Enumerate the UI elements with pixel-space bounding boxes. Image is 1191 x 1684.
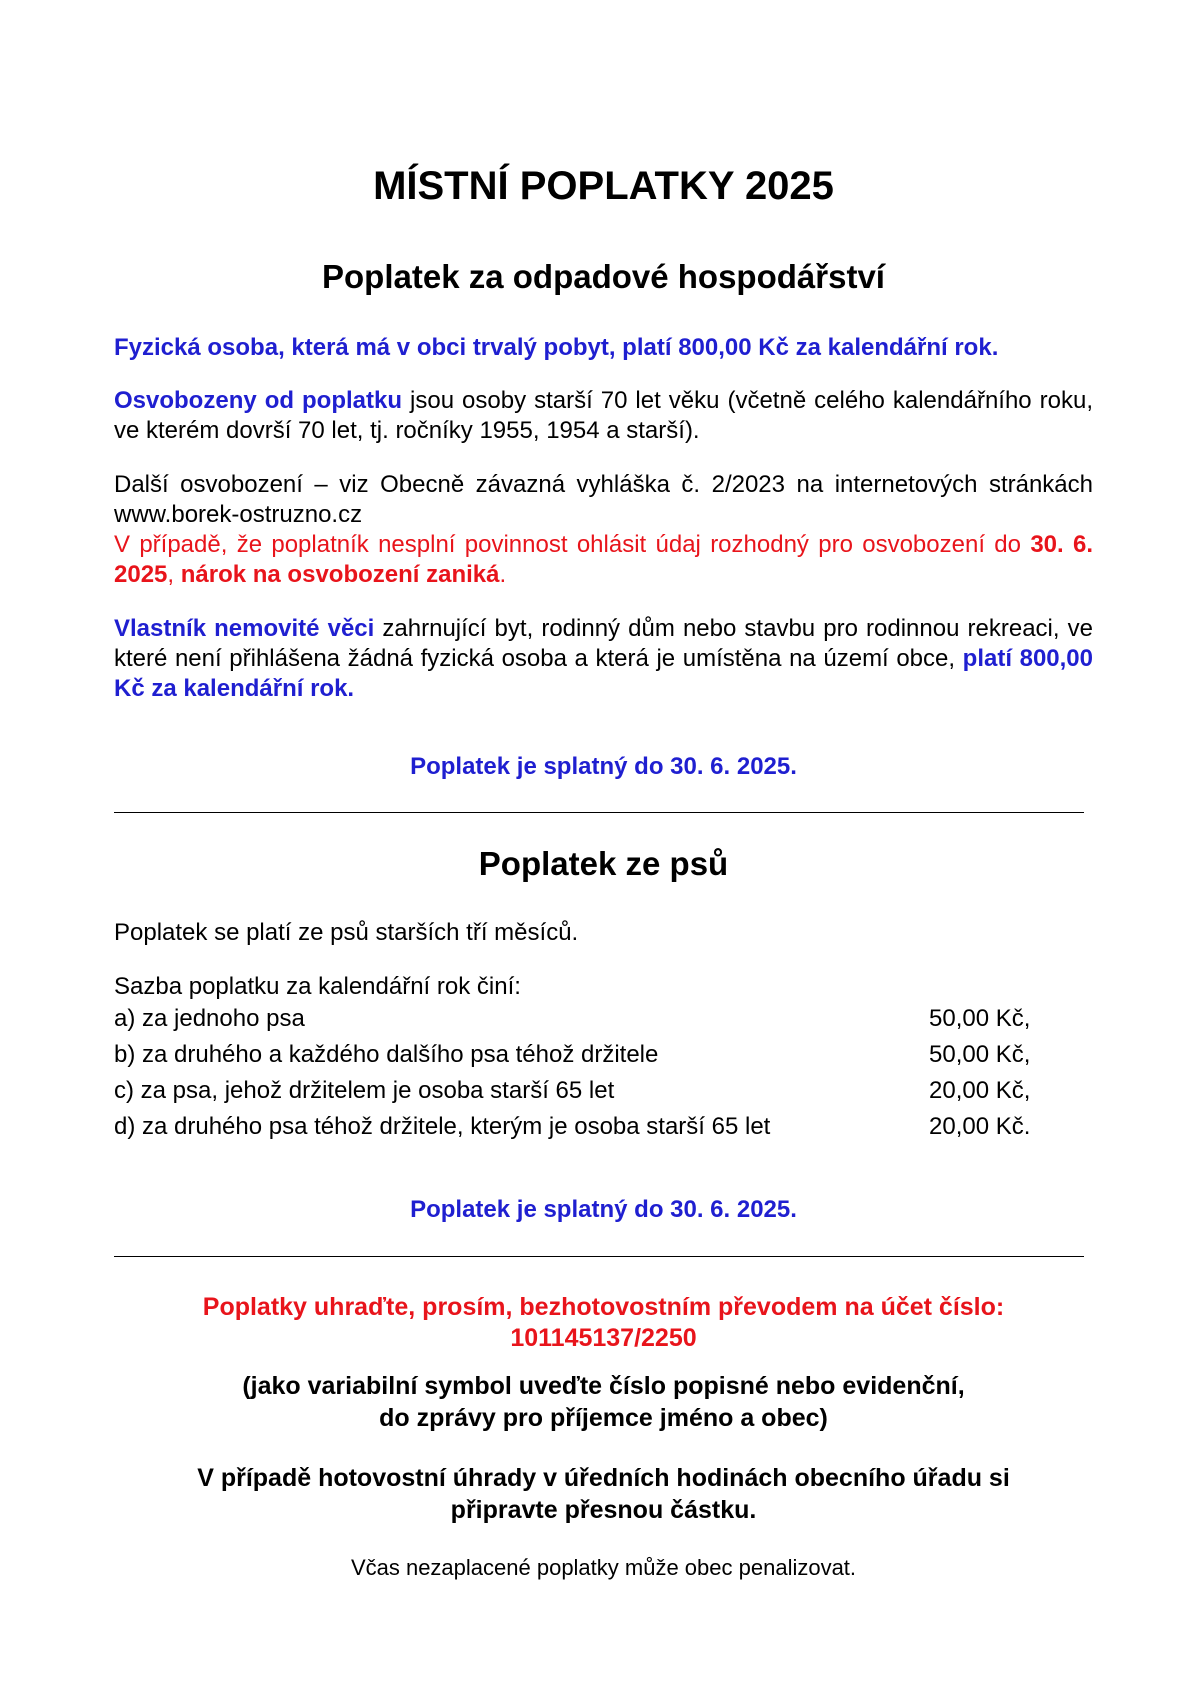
table-row — [114, 1001, 1093, 1037]
rate-amount: 20,00 Kč. — [929, 1113, 1031, 1140]
variable-symbol-note — [114, 1370, 1093, 1434]
cash-line-2: připravte přesnou částku. — [450, 1496, 757, 1524]
resident-fee-text: Fyzická osoba, která má v obci trvalý pobyt, platí 800,00 Kč za kalendářní rok. — [114, 334, 999, 361]
vs-line-2: do zprávy pro příjemce jméno a obec) — [379, 1404, 828, 1432]
owner-pay: platí 800,00 Kč za kalendářní rok. — [114, 645, 1094, 702]
further-exemption-paragraph — [114, 470, 1093, 590]
penalty-note: Včas nezaplacené poplatky může obec penalizovat. — [350, 1555, 857, 1580]
exemption-paragraph — [114, 386, 1093, 446]
table-row — [114, 1109, 1093, 1145]
owner-rest: zahrnující byt, rodinný dům nebo stavbu pro rodinnou rekreaci, ve které není přihlášena žádná fyzická osoba a která je umístěna na území obce, — [114, 615, 1093, 672]
page-title: MÍSTNÍ POPLATKY 2025 — [373, 164, 834, 208]
warning-end: . — [499, 561, 507, 588]
exemption-warning — [114, 531, 1093, 588]
dog-fee-intro: Poplatek se platí ze psů starších tří měsíců. — [114, 919, 579, 946]
exemption-lead: Osvobozeny od poplatku — [114, 387, 403, 414]
divider — [114, 812, 1084, 813]
waste-due-date: Poplatek je splatný do 30. 6. 2025. — [410, 753, 797, 780]
owner-lead: Vlastník nemovité věci — [114, 615, 375, 642]
divider — [114, 1256, 1084, 1257]
owner-paragraph — [114, 614, 1093, 704]
bank-transfer-notice — [114, 1292, 1093, 1354]
further-exemption-text: Další osvobození – viz Obecně závazná vyhláška č. 2/2023 na internetových stránkách www.borek-ostruzno.cz — [114, 471, 1093, 528]
rate-amount: 20,00 Kč, — [929, 1077, 1031, 1104]
account-number: 101145137/2250 — [510, 1324, 697, 1352]
table-row — [114, 1073, 1093, 1109]
bank-transfer-text: Poplatky uhraďte, prosím, bezhotovostním převodem na účet číslo: — [202, 1293, 1005, 1321]
rate-label: c) za psa, jehož držitelem je osoba starší 65 let — [114, 1077, 615, 1104]
rate-label: a) za jednoho psa — [114, 1005, 305, 1032]
warning-date: 30. 6. 2025 — [114, 531, 1094, 588]
dog-fee-heading: Poplatek ze psů — [478, 845, 729, 882]
vs-line-1: (jako variabilní symbol uveďte číslo popisné nebo evidenční, — [242, 1372, 965, 1400]
waste-fee-heading: Poplatek za odpadové hospodářství — [322, 258, 885, 295]
rate-intro: Sazba poplatku za kalendářní rok činí: — [114, 973, 521, 1000]
cash-line-1: V případě hotovostní úhrady v úředních hodinách obecního úřadu si — [197, 1464, 1010, 1492]
warning-bold: nárok na osvobození zaniká — [180, 561, 500, 588]
dog-due-date: Poplatek je splatný do 30. 6. 2025. — [410, 1196, 797, 1223]
exemption-rest: jsou osoby starší 70 let věku (včetně celého kalendářního roku, ve kterém dovrší 70 let, tj. ročníky 1955, 1954 a starší). — [114, 387, 1094, 444]
rate-label: d) za druhého psa téhož držitele, kterým je osoba starší 65 let — [114, 1113, 771, 1140]
warning-start: V případě, že poplatník nesplní povinnost ohlásit údaj rozhodný pro osvobození do — [114, 531, 1031, 558]
table-row — [114, 1037, 1093, 1073]
rate-label: b) za druhého a každého dalšího psa téhož držitele — [114, 1041, 659, 1068]
dog-rate-table — [114, 1001, 1093, 1145]
warning-sep: , — [167, 561, 181, 588]
cash-payment-note — [114, 1462, 1093, 1526]
rate-amount: 50,00 Kč, — [929, 1041, 1031, 1068]
rate-amount: 50,00 Kč, — [929, 1005, 1031, 1032]
